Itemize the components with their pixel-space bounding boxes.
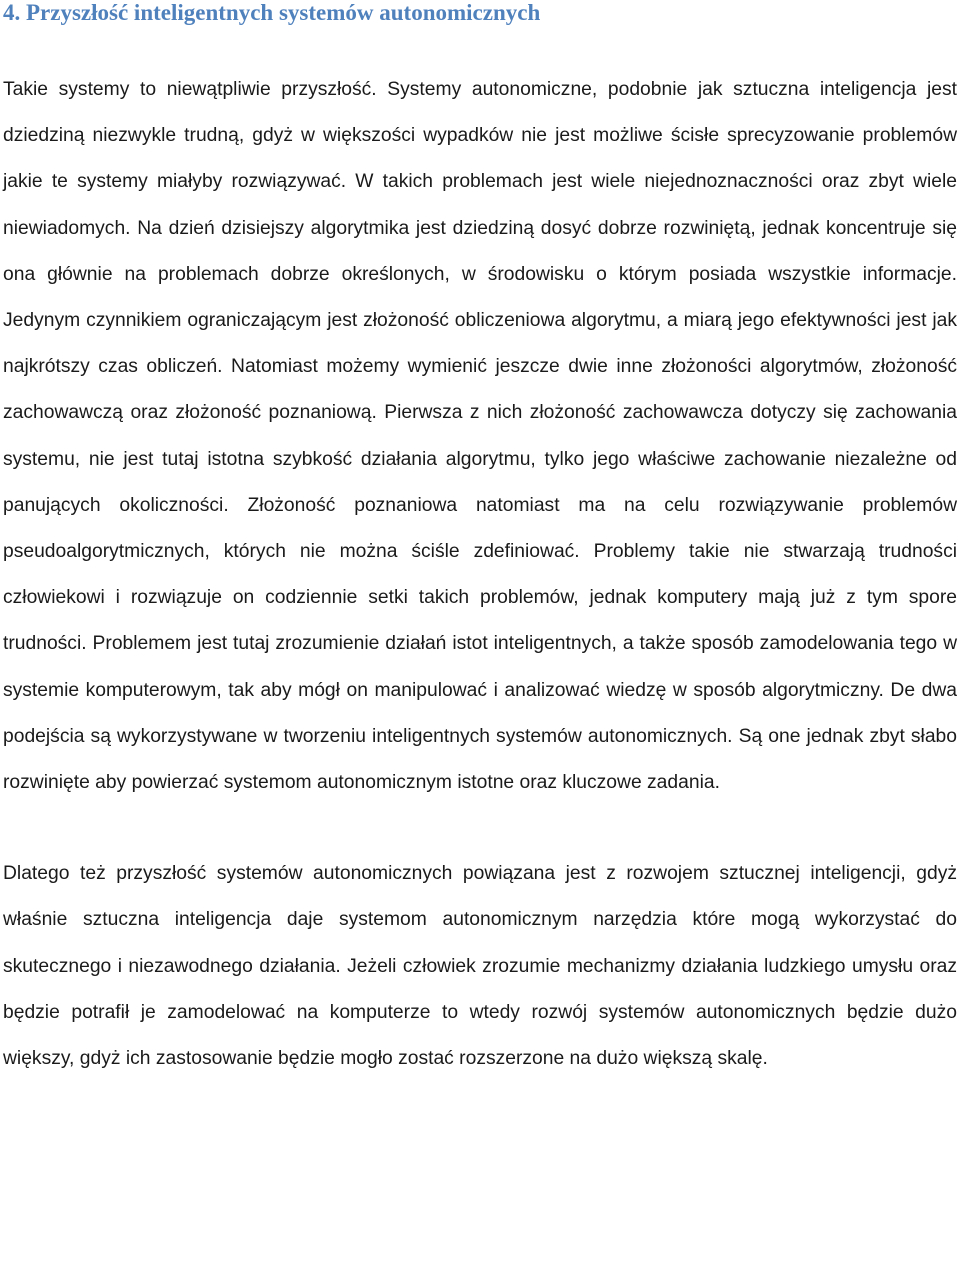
body-paragraph-1: Takie systemy to niewątpliwie przyszłość. Systemy autonomiczne, podobnie jak sztuczna inteligencja jest dziedziną niezwykle trudną, gdyż w większości wypadków nie jest możliwe ścisłe sprecyzowanie problemów jakie te systemy miałyby rozwiązywać. W takich problemach jest wiele niejednoznaczności oraz zbyt wiele niewiadomych. Na dzień dzisiejszy algorytmika jest dziedziną dosyć dobrze rozwiniętą, jednak koncentruje się ona głównie na problemach dobrze określonych, w środowisku o którym posiada wszystkie informacje. Jedynym czynnikiem ograniczającym jest złożoność obliczeniowa algorytmu, a miarą jego efektywności jest jak najkrótszy czas obliczeń. Natomiast możemy wymienić jeszcze dwie inne złożoności algorytmów, złożoność zachowawczą oraz złożoność poznaniową. Pierwsza z nich złożoność zachowawcza dotyczy się zachowania systemu, nie jest tutaj istotna szybkość działania algorytmu, tylko jego właściwe zachowanie niezależne od panujących okoliczności. Złożoność poznaniowa natomiast ma na celu rozwiązywanie problemów pseudoalgorytmicznych, których nie można ściśle zdefiniować. Problemy takie nie stwarzają trudności człowiekowi i rozwiązuje on codziennie setki takich problemów, jednak komputery mają już z tym spore trudności. Problemem jest tutaj zrozumienie działań istot inteligentnych, a także sposób zamodelowania tego w systemie komputerowym, tak aby mógł on manipulować i analizować wiedzę w sposób algorytmiczny. De dwa podejścia są wykorzystywane w tworzeniu inteligentnych systemów autonomicznych. Są one jednak zbyt słabo rozwinięte aby powierzać systemom autonomicznym istotne oraz kluczowe zadania. — [3, 79, 957, 794]
body-paragraph-2: Dlatego też przyszłość systemów autonomicznych powiązana jest z rozwojem sztucznej inteligencji, gdyż właśnie sztuczna inteligencja daje systemom autonomicznym narzędzia które mogą wykorzystać do skutecznego i niezawodnego działania. Jeżeli człowiek zrozumie mechanizmy działania ludzkiego umysłu oraz będzie potrafił je zamodelować na komputerze to wtedy rozwój systemów autonomicznych będzie dużo większy, gdyż ich zastosowanie będzie mogło zostać rozszerzone na dużo większą skalę. — [3, 863, 957, 1070]
section-heading: 4. Przyszłość inteligentnych systemów autonomicznych — [3, 0, 541, 25]
